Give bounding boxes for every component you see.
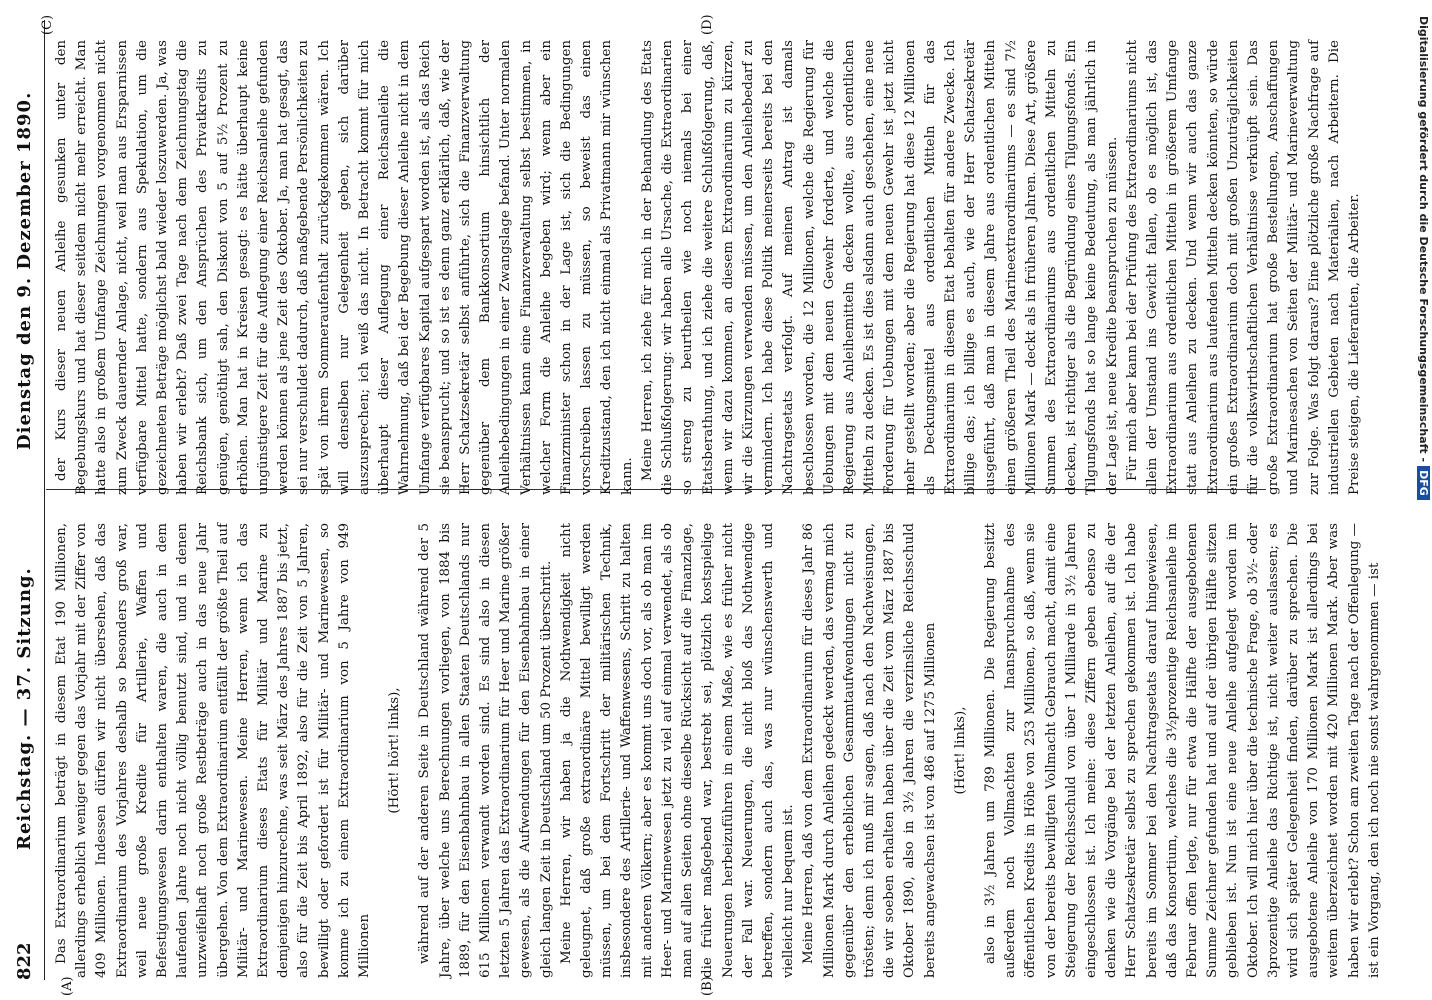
paragraph: also in 3½ Jahren um 789 Millionen. Die Regierung besitzt außerdem noch Vollmachten zur Inanspruchnahme des öffentlichen Kredits in Höhe von 253 Millionen, so daß, wenn sie von der bereits bewilligten Vollmacht Gebrauch macht, damit eine Steigerung der Reichsschuld von über 1 Milliarde in 3½ Jahren eingeschlossen ist. Ich meine: diese Ziffern geben ebenso zu denken wie die Vorgänge bei der letzten Anleihen, auf die der Herr Schatzsekretär selbst zu sprechen gekommen ist. Ich habe bereits im Sommer bei den Nachtragsetats darauf hingewiesen, daß das Konsortium, welches die 3½prozentige Reichsanleihe im Februar offen legte, nur für etwa die Hälfte der ausgebotenen Summe Zeichner gefunden hat und auf der übrigen Hälfte sitzen geblieben ist. Nun ist eine neue Anleihe aufgelegt worden im Oktober. Ich will mich hier über die technische Frage, ob 3½- oder 3prozentige Anleihe das Richtige ist, nicht weiter auslassen; es wird sich später Gelegenheit finden, darüber zu sprechen. Die ausgebotene Anleihe von 170 Millionen Mark ist allerdings bei weitem überzeichnet worden mit 420 Millionen Mark. Aber was haben wir erlebt? Schon am zweiten Tage nach der Offenlegung — ist ein Vorgang, den ich noch nie sonst wahrgenommen — ist — [982, 523, 1382, 978]
margin-marker-c: (C) — [40, 14, 55, 35]
margin-marker-b: (B) — [700, 976, 715, 996]
running-head-left: Reichstag. — 37. Sitzung. — [14, 567, 35, 850]
margin-marker-d: (D) — [700, 14, 715, 35]
running-head-right: Dienstag den 9. Dezember 1890. — [14, 91, 35, 450]
paragraph: Meine Herren, ich ziehe für mich in der Behandlung des Etats die Schlußfolgerung: wir haben alle Ursache, die Extraordinarien so streng zu beurtheilen wie noch niemals bei einer Etatsberathung, und ich ziehe die weitere Schlußfolgerung, daß, wenn wir dazu kommen, an diesem Extraordinarium zu kürzen, wir die Kürzungen verwenden müssen, um den Anleihebedarf zu vermindern. Ich habe diese Politik meinerseits bereits bei den Nachtragsetats verfolgt. Auf meinen Antrag ist damals beschlossen worden, die 12 Millionen, welche die Regierung für Uebungen mit dem neuen Gewehr forderte, und welche die Regierung aus Anleihemitteln decken wollte, aus ordentlichen Mitteln zu decken. Es ist dies alsdann auch geschehen, eine neue Forderung für Uebungen mit dem neuen Gewehr ist jetzt nicht mehr gestellt worden; aber die Regierung hat diese 12 Millionen als Deckungsmittel aus ordentlichen Mitteln für das Extraordinarium in diesem Etat behalten für andere Zwecke. Ich billige das; ich billige es auch, wie der Herr Schatzsekretär ausgeführt, daß man in diesem Jahre aus ordentlichen Mitteln einen größeren Theil des Marineextraordinariums — es sind 7½ Millionen Mark — deckt als in früheren Jahren. Diese Art, größere Summen des Extraordinariums aus ordentlichen Mitteln zu decken, ist richtiger als die Begründung eines Tilgungsfonds. Ein Tilgungsfonds hat so lange keine Bedeutung, als man jährlich in der Lage ist, neue Kredite beanspruchen zu müssen. — [639, 40, 1120, 495]
paragraph: Meine Herren, wir haben ja die Nothwendigkeit nicht geleugnet, daß große extraordinäre Mittel bewilligt werden müssen, um bei dem Fortschritt der militärischen Technik, insbesondere des Artillerie- und Waffenwesens, Schritt zu halten mit anderen Völkern; aber es kommt uns doch vor, als ob man im Heer- und Marinewesen jetzt zu viel auf einmal verwendet, als ob man auf allen Seiten ohne dieselbe Rücksicht auf die Finanzlage, die früher maßgebend war, bestrebt sei, plötzlich kostspielige Neuerungen herbeizuführen in einem Maße, wie es früher nicht der Fall war. Neuerungen, die nicht bloß das Nothwendige betreffen, sondern auch das, was nur wünschenswerth und vielleicht nur bequem ist. — [558, 523, 797, 978]
paragraph: Das Extraordinarium beträgt in diesem Etat 190 Millionen, allerdings erheblich weniger gegen das Vorjahr mit der Ziffer von 409 Millionen. Indessen dürfen wir nicht übersehen, daß das Extraordinarium des Vorjahres deshalb so besonders groß war, weil neue große Kredite für Artillerie, Waffen und Befestigungswesen darin enthalten waren, die auch in dem laufenden Jahre noch nicht völlig benutzt sind, und in denen unzweifelhaft noch große Restbeträge auch in das neue Jahr übergehen. Von dem Extraordinarium entfällt der größte Theil auf Militär- und Marinewesen. Meine Herren, wenn ich das Extraordinarium dieses Etats für Militär und Marine zu demjenigen hinzurechne, was seit März des Jahres 1887 bis jetzt, also für die Zeit bis April 1892, also für die Zeit von 5 Jahren, bewilligt oder gefordert ist für Militär- und Marinewesen, so komme ich zu einem Extraordinarium von 5 Jahre von 949 Millionen — [54, 523, 373, 978]
left-column — [52, 523, 1385, 978]
paragraph: Für mich aber kann bei der Prüfung des Extraordinariums nicht allein der Umstand ins Gewicht fallen, ob es möglich ist, das Extraordinarium aus ordentlichen Mitteln in größerem Umfange statt aus Anleihen zu decken. Und wenn wir auch das ganze Extraordinarium aus laufenden Mitteln decken könnten, so würde ein großes Extraordinarium doch mit großen Unzuträglichkeiten für die volkswirthschaftlichen Verhältnisse verknüpft sein. Das große Extraordinarium hat große Bestellungen, Anschaffungen und Marinesachen von Seiten der Militär- und Marineverwaltung zur Folge. Was folgt daraus? Eine plötzliche große Nachfrage auf industriellen Gebieten nach Materialien, nach Arbeitern. Die Preise steigen, die Lieferanten, die Arbeiter. — [1124, 40, 1362, 495]
page-number: 822 — [14, 942, 35, 980]
interjection: (Hört! hört! links), — [387, 687, 403, 814]
credit-text: Digitalisierung gefördert durch die Deutsche Forschungsgemeinschaft - — [1417, 16, 1430, 463]
interjection: (Hört! links), — [952, 706, 968, 795]
dfg-logo: DFG — [1417, 466, 1430, 500]
margin-marker-a: (A) — [60, 976, 75, 996]
right-column — [52, 40, 1365, 495]
digitization-credit — [1410, 16, 1430, 976]
paragraph: während auf der anderen Seite in Deutschland während der 5 Jahre, über welche uns Berechnungen vorliegen, von 1884 bis 1889, für den Eisenbahnbau in allen Staaten Deutschlands nur 615 Millionen verwandt worden sind. Es sind also in diesen letzten 5 Jahren das Extraordinarium für Heer und Marine größer gewesen, als die Aufwendungen für den Eisenbahnbau in einer gleich langen Zeit in Deutschland um 50 Prozent überschritt. — [417, 523, 554, 978]
paragraph: Meine Herren, daß von dem Extraordinarium für dieses Jahr 86 Millionen Mark durch Anleihen gedeckt werden, das vermag mich gegenüber den erheblichen Gesammtaufwendungen nicht zu trösten; denn ich muß mir sagen, daß nach den Nachweisungen, die wir soeben erhalten haben über die Zeit vom März 1887 bis Oktober 1890, also in 3½ Jahren die verzinsliche Reichsschuld bereits angewachsen ist von 486 auf 1275 Millionen — [801, 523, 938, 978]
paragraph: der Kurs dieser neuen Anleihe gesunken unter den Begebungskurs und hat dieser seitdem nicht mehr erreicht. Man hatte also in großem Umfange Zeichnungen vorgenommen nicht zum Zweck dauernder Anlage, nicht, weil man aus Ersparnissen verfügbare Mittel hatte, sondern aus Spekulation, um die gezeichneten Beträge möglichst bald wieder loszuwerden. Ja, was haben wir erlebt? Daß zwei Tage nach dem Zeichnungstag die Reichsbank sich, um den Ansprüchen des Privatkredits zu genügen, genöthigt sah, den Diskont von 5 auf 5½ Prozent zu erhöhen. Man hat in Kreisen gesagt: es hätte überhaupt keine ungünstigere Zeit für die Auflegung einer Reichsanleihe gefunden werden können als jene Zeit des Oktober. Ja, man hat gesagt, das sei nur verschuldet dadurch, daß maßgebende Persönlichkeiten zu spät von ihrem Sommeraufenthalt zurückgekommen wären. Ich will denselben nur Gelegenheit geben, sich darüber auszusprechen; ich weiß das nicht. In Betracht kommt für mich überhaupt dieser Auflegung einer Reichsanleihe die Wahrnehmung, daß bei der Begebung dieser Anleihe nicht in dem Umfange verfügbares Kapital aufgespart worden ist, als das Reich sie beansprucht; und so ist es denn ganz erklärlich, daß, wie der Herr Schatzsekretär selbst anführte, sich die Finanzverwaltung gegenüber dem Bankkonsortium hinsichtlich der Anleihebedingungen in einer Zwangslage befand. Unter normalen Verhältnissen kann eine Finanzverwaltung selbst bestimmen, in welcher Form die Anleihe begeben wird; wenn aber ein Finanzminister schon in der Lage ist, sich die Bedingungen vorschreiben lassen zu müssen, so beweist das einen Kreditzustand, den ich nicht einmal als Privatmann mir wünschen kann. — [54, 40, 635, 495]
page-header — [8, 20, 45, 980]
